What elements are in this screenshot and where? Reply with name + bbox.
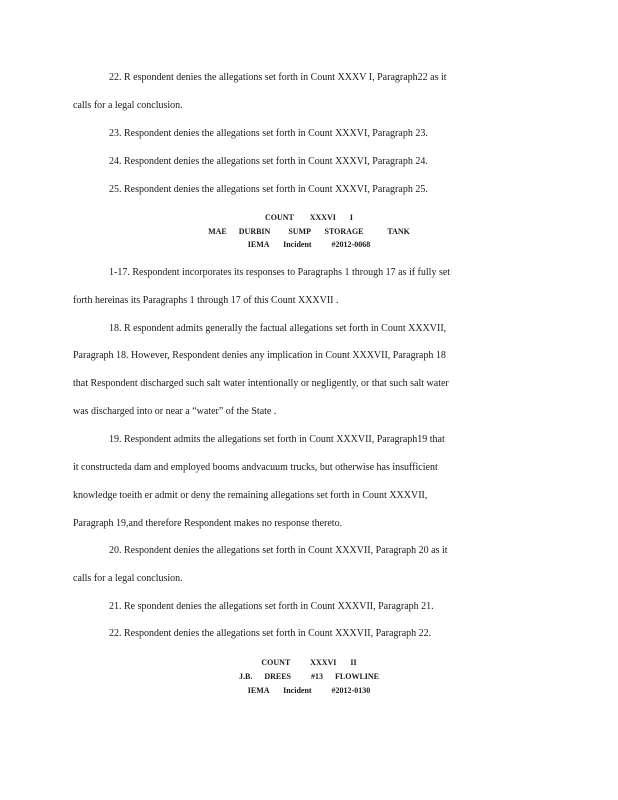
paragraph-1-17-line-2: forth hereinas its Paragraphs 1 through 17 of this Count XXXVII .	[73, 295, 339, 306]
count-heading-1-incident: IEMA Incident #2012-0068	[247, 240, 371, 249]
paragraph-18-line-4: was discharged into or near a “water” of the State .	[73, 406, 277, 417]
paragraph-20-line-2: calls for a legal conclusion.	[73, 573, 183, 584]
paragraph-19-line-1: 19. Respondent admits the allegations set forth in Count XXXVII, Paragraph19 that	[109, 434, 445, 445]
paragraph-20-line-1: 20. Respondent denies the allegations set forth in Count XXXVII, Paragraph 20 as it	[109, 545, 448, 556]
paragraph-22-line-2: calls for a legal conclusion.	[73, 100, 183, 111]
paragraph-18-line-2: Paragraph 18. However, Respondent denies any implication in Count XXXVII, Paragraph 18	[73, 350, 446, 361]
paragraph-22-line-1: 22. R espondent denies the allegations set forth in Count XXXV I, Paragraph22 as it	[109, 72, 447, 83]
paragraph-19-line-2: it constructeda dam and employed booms andvacuum trucks, but otherwise has insufficient	[73, 462, 438, 473]
count-heading-2-subject: J.B. DREES #13 FLOWLINE	[238, 672, 380, 681]
count-heading-1-title: COUNT XXXVI I	[264, 213, 354, 222]
paragraph-23: 23. Respondent denies the allegations set forth in Count XXXVI, Paragraph 23.	[109, 128, 428, 139]
paragraph-18-line-1: 18. R espondent admits generally the factual allegations set forth in Count XXXVII,	[109, 323, 447, 334]
count-heading-1-subject: MAE DURBIN SUMP STORAGE TANK	[208, 227, 410, 236]
paragraph-1-17-line-1: 1-17. Respondent incorporates its responses to Paragraphs 1 through 17 as if fully set	[109, 267, 451, 278]
paragraph-21: 21. Re spondent denies the allegations set forth in Count XXXVII, Paragraph 21.	[109, 601, 434, 612]
paragraph-25: 25. Respondent denies the allegations set forth in Count XXXVI, Paragraph 25.	[109, 184, 428, 195]
paragraph-19-line-3: knowledge toeith er admit or deny the remaining allegations set forth in Count XXXVII,	[73, 490, 428, 501]
paragraph-19-line-4: Paragraph 19,and therefore Respondent makes no response thereto.	[73, 518, 343, 529]
count-heading-2-incident: IEMA Incident #2012-0130	[247, 686, 371, 695]
paragraph-18-line-3: that Respondent discharged such salt water intentionally or negligently, or that such salt water	[73, 378, 449, 389]
paragraph-22b: 22. Respondent denies the allegations set forth in Count XXXVII, Paragraph 22.	[109, 628, 432, 639]
paragraph-24: 24. Respondent denies the allegations set forth in Count XXXVI, Paragraph 24.	[109, 156, 428, 167]
count-heading-2-title: COUNT XXXVI II	[261, 658, 357, 667]
